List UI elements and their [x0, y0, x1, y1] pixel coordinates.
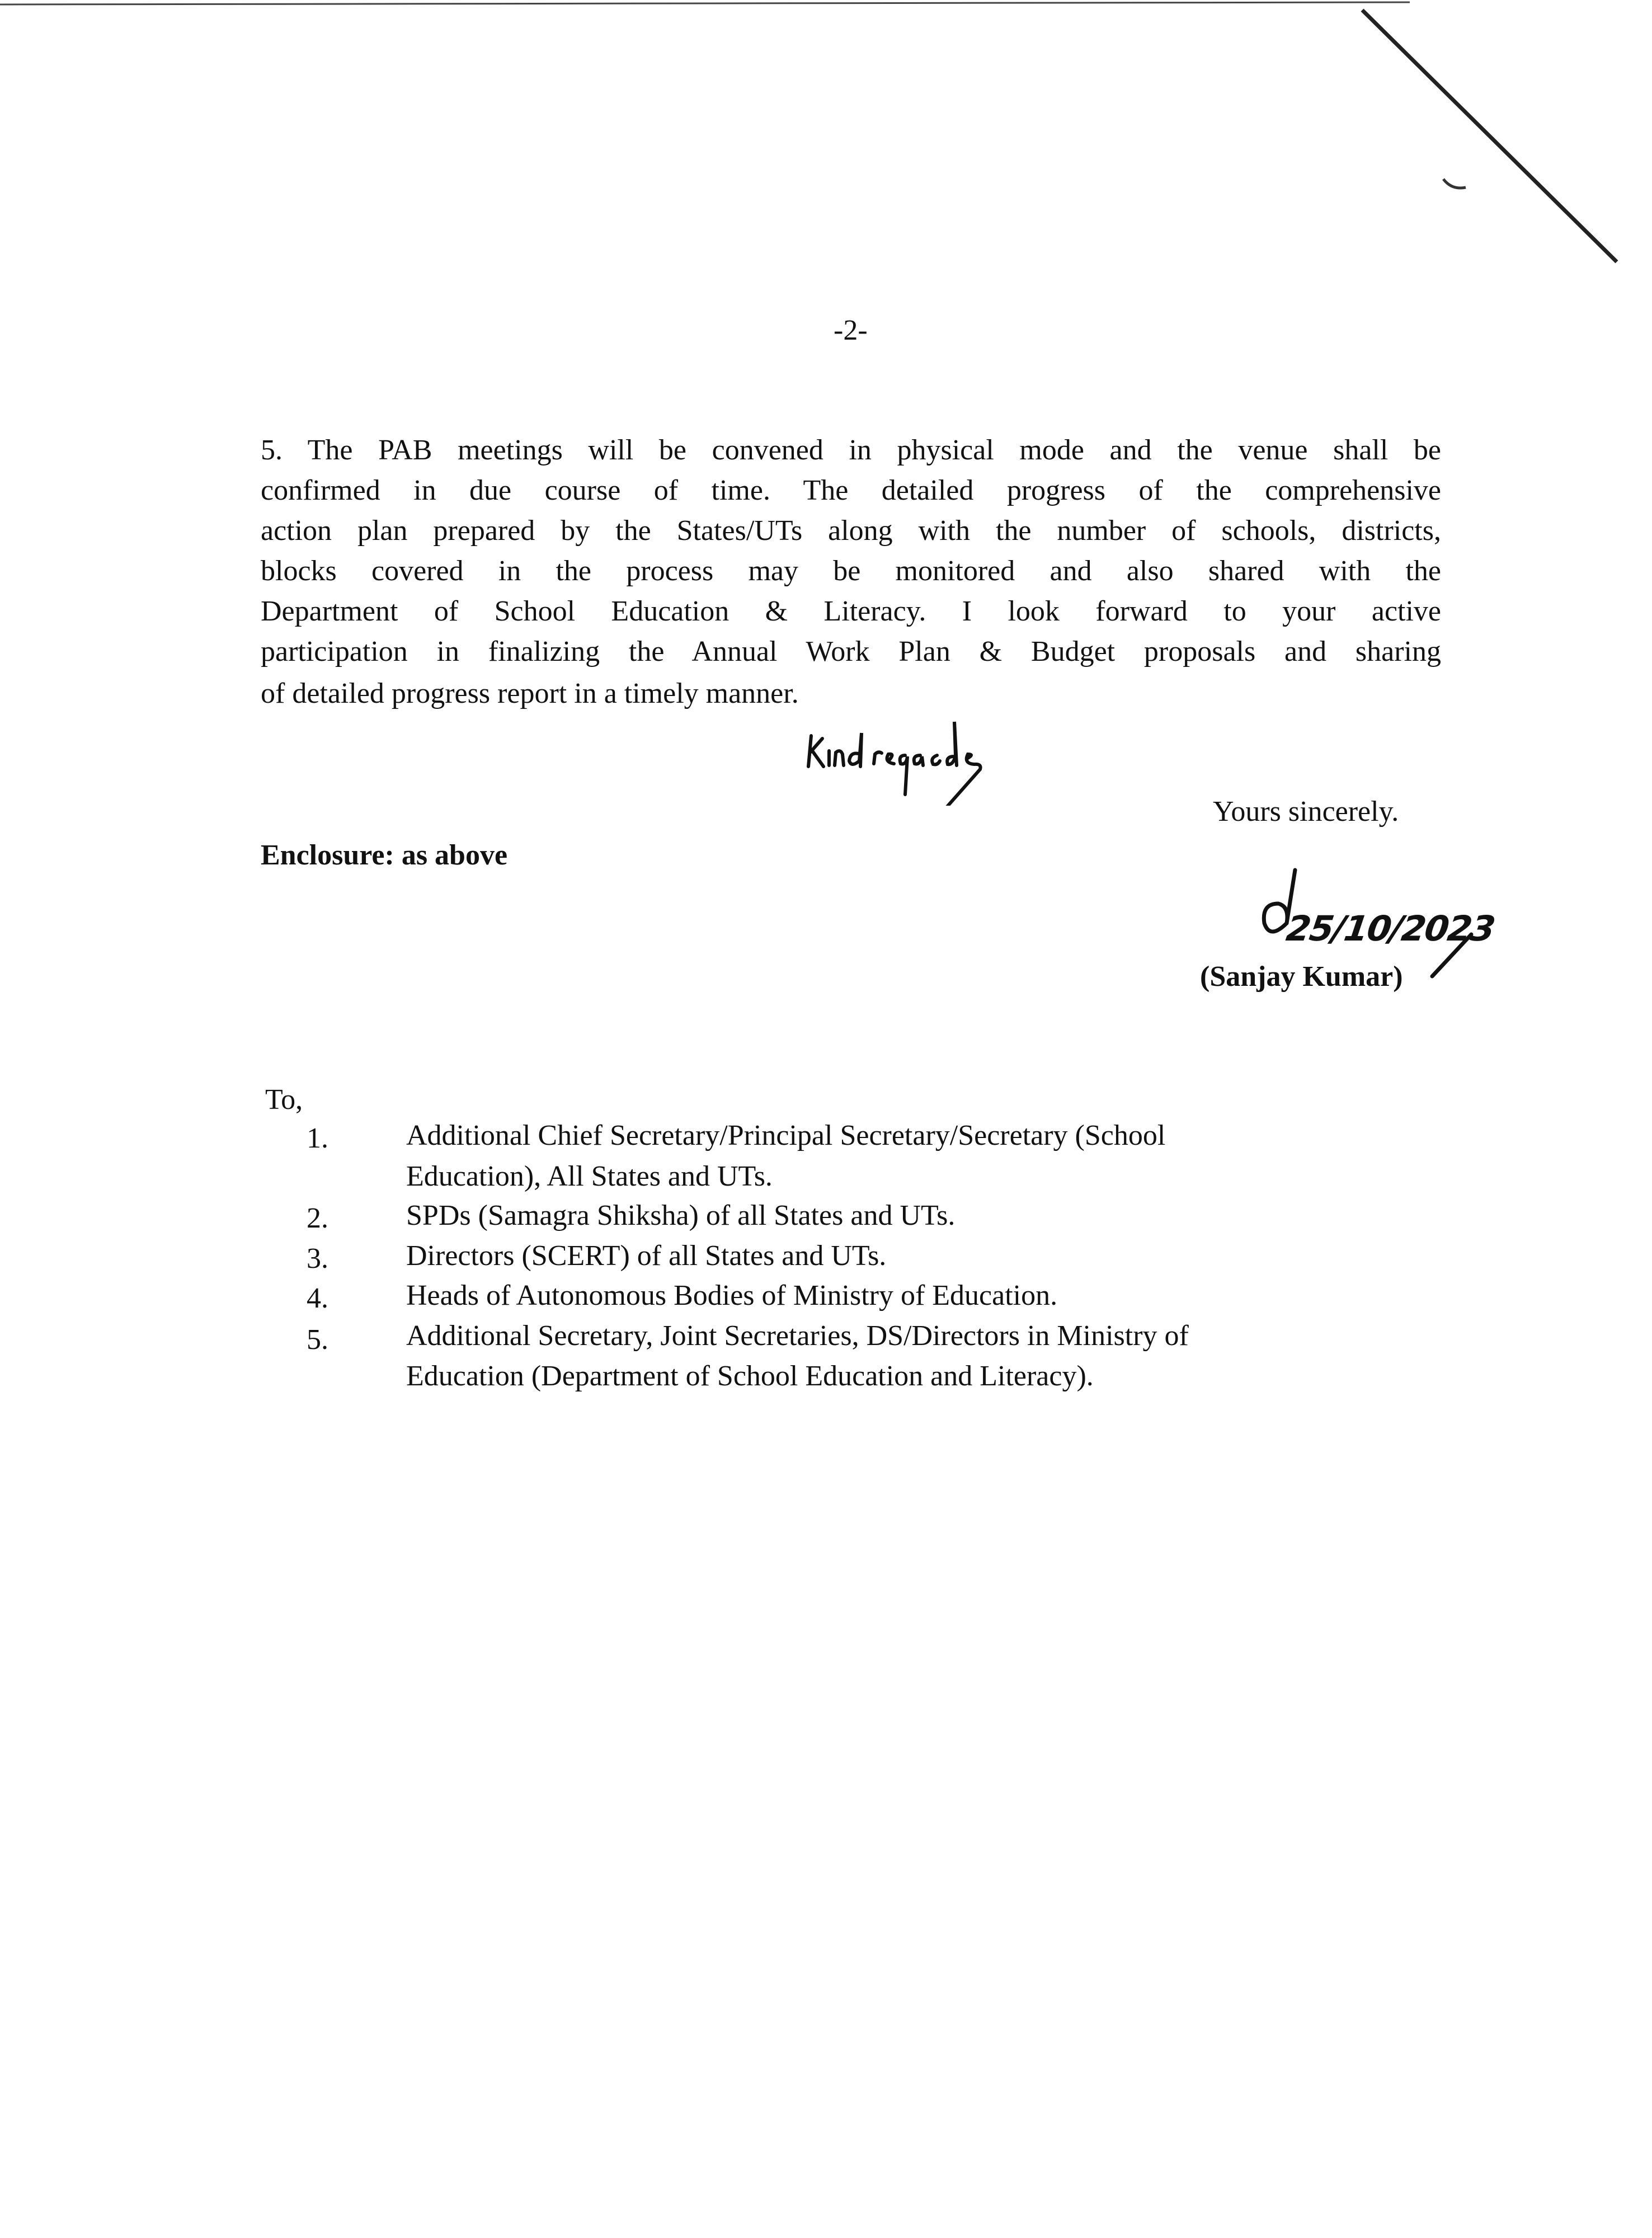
list-item: Education (Department of School Education and Literacy).: [406, 1360, 1094, 1392]
list-item-number: 5.: [307, 1324, 328, 1356]
list-item-number: 4.: [307, 1282, 328, 1314]
paragraph-line: participation in finalizing the Annual Work Plan & Budget proposals and sharing: [261, 636, 1441, 667]
closing-text: Yours sincerely.: [1213, 796, 1399, 828]
list-item-number: 2.: [307, 1202, 328, 1234]
list-item: Additional Chief Secretary/Principal Secretary/Secretary (School: [406, 1120, 1166, 1151]
paragraph-line: 5. The PAB meetings will be convened in physical mode and the venue shall be: [261, 434, 1441, 466]
paragraph-line: of detailed progress report in a timely manner.: [261, 678, 799, 709]
list-item-number: 1.: [307, 1122, 328, 1154]
scan-mark: [1443, 179, 1466, 188]
corner-fold-line: [1362, 10, 1617, 262]
signatory-name: (Sanjay Kumar): [1200, 961, 1403, 993]
handwritten-kind-regards: [800, 711, 1013, 806]
list-item: Heads of Autonomous Bodies of Ministry of Education.: [406, 1280, 1058, 1311]
signature-date: 25/10/2023: [1283, 908, 1497, 949]
enclosure-text: Enclosure: as above: [261, 839, 508, 871]
scan-artifacts: [0, 0, 1652, 336]
page-number: -2-: [834, 314, 868, 346]
to-label: To,: [265, 1084, 303, 1116]
list-item: Additional Secretary, Joint Secretaries, DS/Directors in Ministry of: [406, 1320, 1189, 1352]
paragraph-line: blocks covered in the process may be monitored and also shared with the: [261, 555, 1441, 587]
paragraph-line: confirmed in due course of time. The detailed progress of the comprehensive: [261, 474, 1441, 506]
list-item: Directors (SCERT) of all States and UTs.: [406, 1240, 887, 1272]
paragraph-line: action plan prepared by the States/UTs along with the number of schools, districts,: [261, 515, 1441, 547]
paragraph-line: Department of School Education & Literacy. I look forward to your active: [261, 595, 1441, 627]
list-item: Education), All States and UTs.: [406, 1160, 773, 1192]
list-item: SPDs (Samagra Shiksha) of all States and UTs.: [406, 1200, 956, 1231]
list-item-number: 3.: [307, 1243, 328, 1275]
top-edge-line: [0, 2, 1410, 4]
